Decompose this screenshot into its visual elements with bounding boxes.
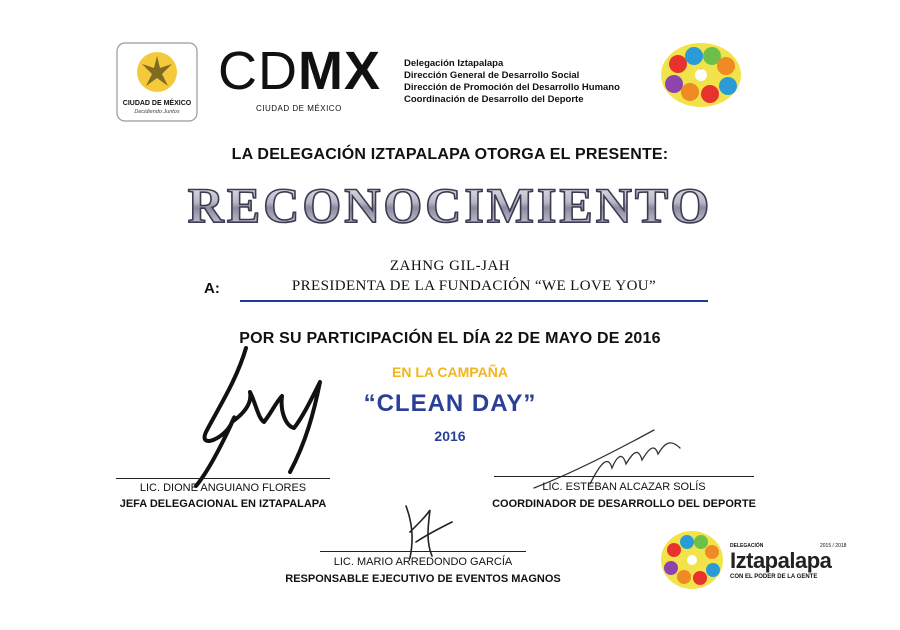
department-lines [404, 58, 620, 106]
recipient-underline [240, 300, 708, 302]
signatory-2-name: LIC. ESTEBAN ALCAZAR SOLÍS [542, 481, 706, 493]
iztapalapa-children-logo-icon [660, 530, 724, 595]
seal-motto: Decidiendo Juntos [134, 109, 180, 115]
recipient-role: PRESIDENTA DE LA FUNDACIÓN “WE LOVE YOU” [291, 278, 657, 294]
certificate-intro: LA DELEGACIÓN IZTAPALAPA OTORGA EL PRESENTE: [231, 146, 669, 163]
signature-line-2 [494, 476, 754, 477]
certificate-title [0, 168, 900, 239]
signatory-2-title: COORDINADOR DE DESARROLLO DEL DEPORTE [492, 498, 756, 510]
department-line: Dirección General de Desarrollo Social [404, 70, 580, 81]
cdmx-wordmark [218, 41, 381, 101]
footer-logo-slogan: CON EL PODER DE LA GENTE [730, 574, 818, 580]
recipient-prefix: A: [204, 280, 220, 297]
campaign-label: EN LA CAMPAÑA [392, 364, 508, 380]
signature-1-scribble [186, 342, 346, 497]
signatory-1-name: LIC. DIONE ANGUIANO FLORES [139, 482, 307, 494]
cdmx-mx: MX [298, 41, 381, 101]
footer-logo-name: Iztapalapa [730, 548, 832, 573]
campaign-year: 2016 [434, 428, 466, 444]
footer-logo-label: DELEGACIÓN [730, 543, 764, 549]
signatory-3-name: LIC. MARIO ARREDONDO GARCÍA [333, 556, 513, 568]
participation-text: POR SU PARTICIPACIÓN EL DÍA 22 DE MAYO DE 2016 [239, 330, 661, 347]
signatory-3-title: RESPONSABLE EJECUTIVO DE EVENTOS MAGNOS [285, 573, 561, 585]
department-line: Coordinación de Desarrollo del Deporte [404, 94, 584, 105]
footer-logo-years: 2015 / 2018 [820, 543, 847, 549]
department-line: Dirección de Promoción del Desarrollo Humano [404, 82, 620, 93]
certificate-title-text: RECONOCIMIENTO [187, 177, 713, 233]
seal-caption: CIUDAD DE MÉXICO [122, 100, 192, 107]
campaign-name: “CLEAN DAY” [363, 390, 537, 417]
cdmx-seal-logo [116, 42, 198, 122]
signature-line-1 [116, 478, 330, 479]
cdmx-subtitle: CIUDAD DE MÉXICO [256, 104, 342, 113]
signatory-1-title: JEFA DELEGACIONAL EN IZTAPALAPA [119, 498, 327, 510]
cdmx-cd: CD [218, 41, 298, 101]
signature-line-3 [320, 551, 526, 552]
recipient-name: ZAHNG GIL-JAH [389, 258, 511, 274]
department-line: Delegación Iztapalapa [404, 58, 504, 69]
children-circle-logo-icon [660, 42, 742, 113]
